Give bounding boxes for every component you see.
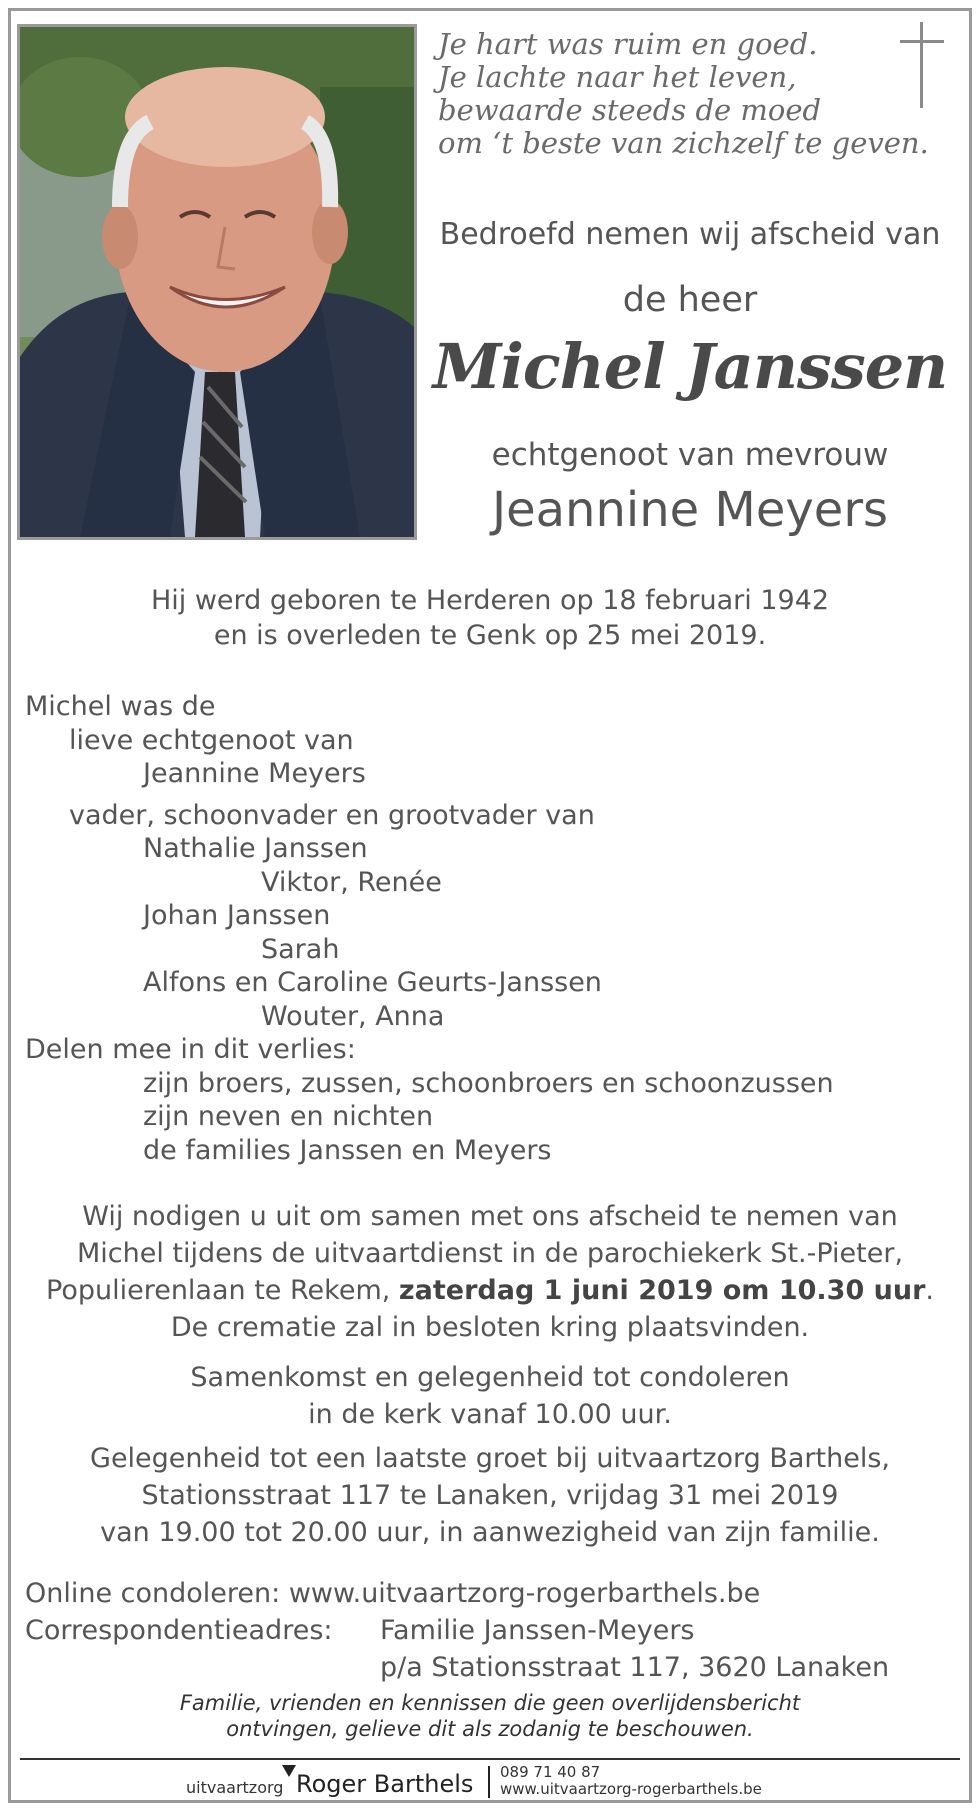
poem-line: om ‘t beste van zichzelf te geven.	[438, 126, 929, 160]
husband-label: lieve echtgenoot van	[69, 724, 354, 756]
wife-name: Jeannine Meyers	[143, 758, 366, 789]
spouse-label: echtgenoot van mevrouw	[491, 437, 889, 473]
intro-text: Bedroefd nemen wij afscheid van	[439, 217, 941, 252]
viewing-line: van 19.00 tot 20.00 uur, in aanwezigheid van zijn familie.	[100, 1517, 880, 1548]
address-name: Familie Janssen-Meyers	[380, 1615, 695, 1646]
contact-block	[25, 1575, 965, 1686]
service-datetime: zaterdag 1 juni 2019 om 10.30 uur	[398, 1275, 926, 1306]
death-line: en is overleden te Genk op 25 mei 2019.	[213, 620, 767, 651]
poem-line: Je lachte naar het leven,	[438, 60, 797, 94]
share-item: de families Janssen en Meyers	[143, 1134, 552, 1166]
share-item: zijn broers, zussen, schoonbroers en schoonzussen	[143, 1067, 834, 1099]
poem-line: bewaarde steeds de moed	[438, 93, 822, 127]
online-label: Online condoleren:	[25, 1578, 281, 1609]
online-url[interactable]: www.uitvaartzorg-rogerbarthels.be	[288, 1578, 761, 1609]
grandchildren-names: Sarah	[261, 933, 340, 965]
footer-separator	[488, 1766, 490, 1798]
service-line	[0, 1272, 980, 1309]
cross-icon	[900, 22, 944, 108]
child-name: Johan Janssen	[143, 900, 331, 931]
service-line: Wij nodigen u uit om samen met ons afscheid te nemen van	[82, 1201, 898, 1232]
service-location: Populierenlaan te Rekem,	[46, 1275, 399, 1306]
footer-website[interactable]: www.uitvaartzorg-rogerbarthels.be	[500, 1780, 762, 1798]
grandchildren-names: Wouter, Anna	[261, 1000, 445, 1032]
deceased-name: Michel Janssen	[432, 330, 948, 403]
footer-phone: 089 71 40 87	[500, 1763, 601, 1781]
address-label: Correspondentieadres:	[25, 1615, 333, 1646]
footer	[0, 1760, 980, 1800]
gathering-paragraph	[0, 1359, 980, 1433]
family-list	[25, 690, 965, 1167]
spouse-name: Jeannine Meyers	[491, 482, 889, 538]
footer-prefix: uitvaartzorg	[186, 1778, 284, 1797]
service-paragraph	[0, 1198, 980, 1346]
poem	[438, 28, 958, 160]
service-line: Michel tijdens de uitvaartdienst in de parochiekerk St.-Pieter,	[76, 1238, 904, 1269]
share-label: Delen mee in dit verlies:	[25, 1034, 356, 1065]
share-item: zijn neven en nichten	[143, 1101, 434, 1132]
note-line: ontvingen, gelieve dit als zodanig te beschouwen.	[226, 1717, 754, 1741]
viewing-line: Gelegenheid tot een laatste groet bij uitvaartzorg Barthels,	[90, 1443, 890, 1474]
gathering-line: Samenkomst en gelegenheid tot condoleren	[190, 1362, 790, 1393]
triangle-down-icon	[282, 1765, 296, 1777]
viewing-paragraph	[0, 1440, 980, 1551]
family-intro: Michel was de	[25, 691, 216, 722]
gathering-line: in de kerk vanaf 10.00 uur.	[308, 1399, 672, 1430]
birth-line: Hij werd geboren te Herderen op 18 februari 1942	[150, 585, 830, 616]
parent-label: vader, schoonvader en grootvader van	[69, 799, 595, 831]
life-dates	[0, 583, 980, 653]
address-street: p/a Stationsstraat 117, 3620 Lanaken	[380, 1652, 890, 1683]
service-period: .	[925, 1275, 934, 1306]
honorific: de heer	[622, 280, 758, 320]
child-name: Nathalie Janssen	[143, 833, 368, 864]
note-line: Familie, vrienden en kennissen die geen overlijdensbericht	[179, 1691, 801, 1715]
child-name: Alfons en Caroline Geurts-Janssen	[143, 967, 602, 998]
footer-brand: Roger Barthels	[296, 1770, 474, 1798]
service-line: De crematie zal in besloten kring plaatsvinden.	[170, 1312, 810, 1343]
viewing-line: Stationsstraat 117 te Lanaken, vrijdag 31 mei 2019	[141, 1480, 839, 1511]
grandchildren-names: Viktor, Renée	[261, 866, 442, 898]
portrait-photo	[17, 24, 417, 540]
poem-line: Je hart was ruim en goed.	[438, 27, 818, 61]
notice-note	[0, 1690, 980, 1742]
